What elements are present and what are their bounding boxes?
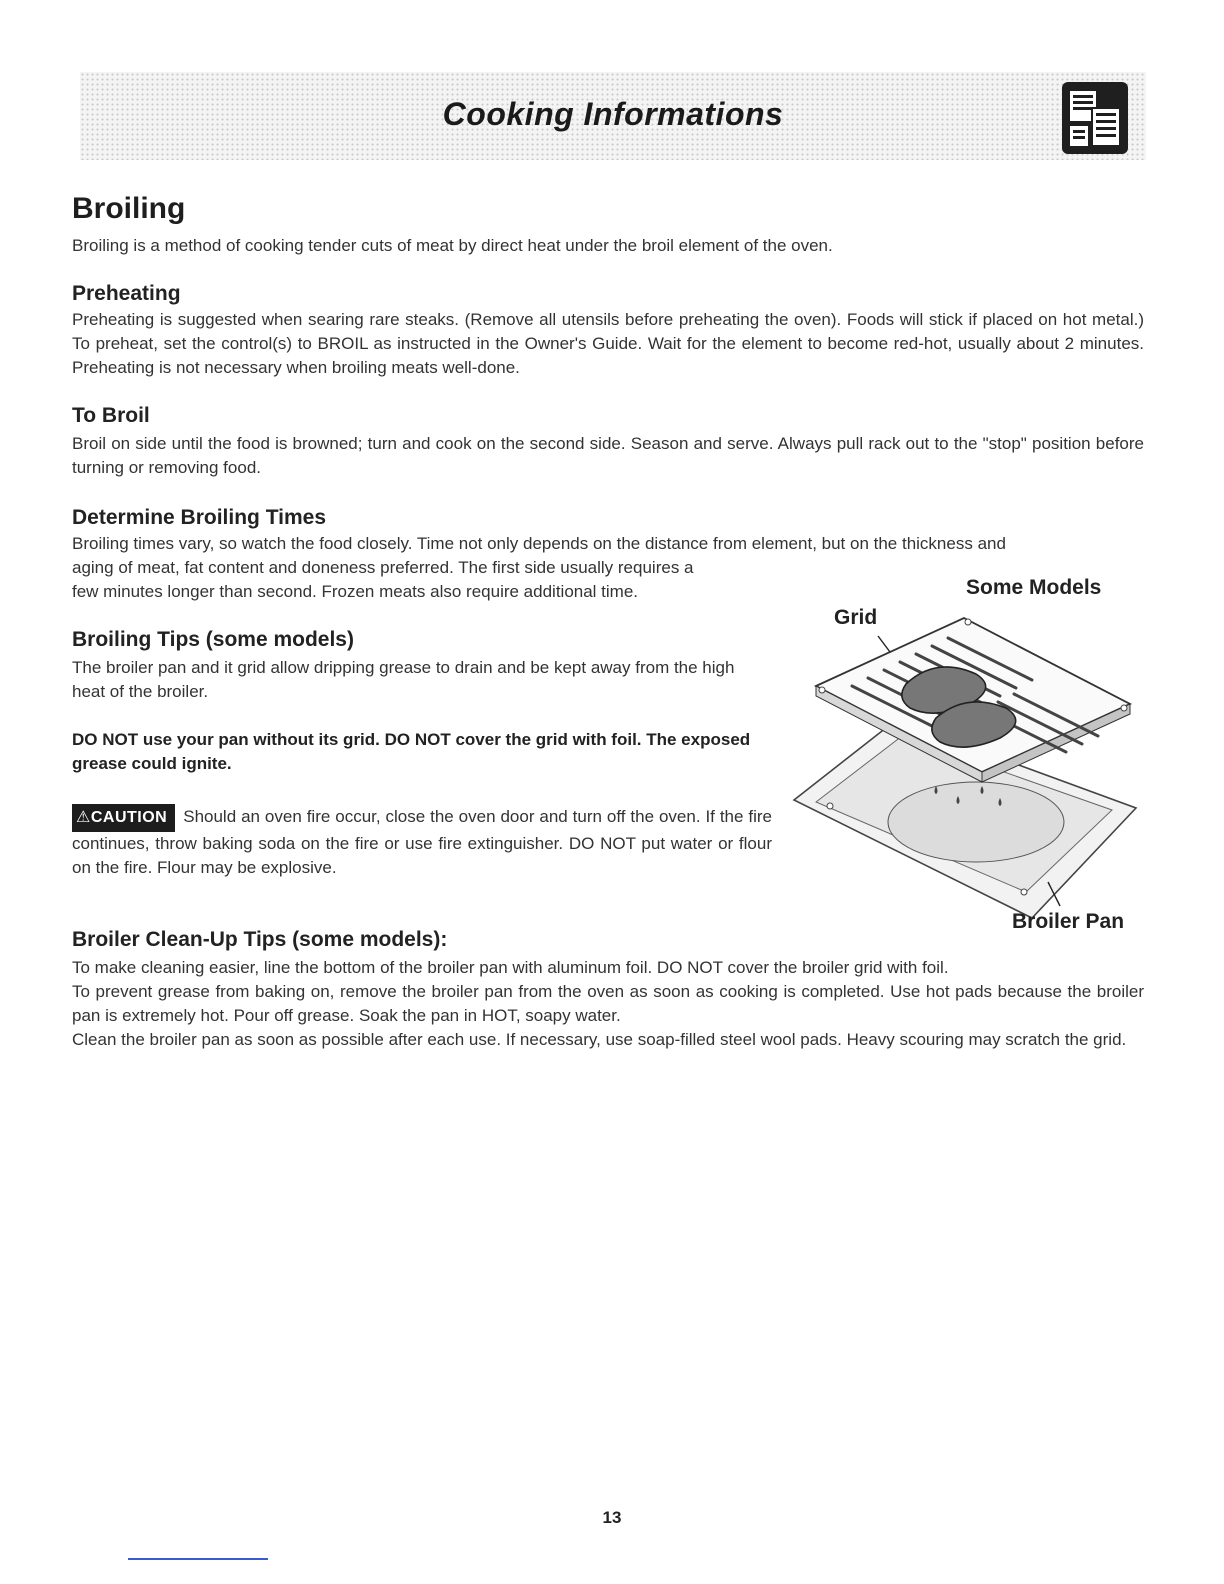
cleanup-text-3: Clean the broiler pan as soon as possible after each use. If necessary, use soap-filled steel wool pads. Heavy scouring may scratch the grid. — [72, 1030, 1127, 1049]
caution-badge-label: CAUTION — [90, 809, 168, 826]
pan-rivet — [827, 803, 833, 809]
banner-title: Cooking Informations — [442, 96, 784, 132]
preheating-text: Preheating is suggested when searing rare steaks. (Remove all utensils before preheating the oven). Foods will stick if placed on hot metal.) To preheat, set the control(s) to BROIL as instructed in the Owner's Guide. Wait for the element to become red-hot, usually about 2 minutes. Preheating is not necessary when broiling meats well-done. — [72, 310, 1144, 377]
caution-text: Should an oven fire occur, close the oven door and turn off the oven. If the fire continues, throw baking soda on the fire or use fire extinguisher. DO NOT put water or flour on the fire. Flour may be explosive. — [72, 807, 772, 877]
grid-label: Grid — [834, 606, 878, 629]
heading-cleanup-tips: Broiler Clean-Up Tips (some models): — [72, 928, 448, 951]
caution-badge — [72, 804, 175, 832]
grid-rivet — [965, 619, 971, 625]
cleanup-text-1: To make cleaning easier, line the bottom of the broiler pan with aluminum foil. DO NOT cover the broiler grid with foil. — [72, 958, 949, 977]
broiling-tips-text: The broiler pan and it grid allow dripping grease to drain and be kept away from the high heat of the broiler. — [72, 658, 735, 701]
determine-text-line1: Broiling times vary, so watch the food closely. Time not only depends on the distance from element, but on the thickness and — [72, 534, 1006, 553]
heading-determine-broiling-times: Determine Broiling Times — [72, 506, 327, 529]
pan-rivet — [1021, 889, 1027, 895]
heading-broiling-tips: Broiling Tips (some models) — [72, 628, 354, 651]
to-broil-text: Broil on side until the food is browned; turn and cook on the second side. Season and serve. Always pull rack out to the "stop" position before turning or removing food. — [72, 434, 1144, 477]
footer-rule — [128, 1558, 268, 1560]
determine-text-line2: aging of meat, fat content and doneness preferred. The first side usually requires a — [72, 558, 694, 577]
broiling-intro: Broiling is a method of cooking tender cuts of meat by direct heat under the broil element of the oven. — [72, 236, 833, 255]
grid-rivet — [1121, 705, 1127, 711]
grid-warning: DO NOT use your pan without its grid. DO NOT cover the grid with foil. The exposed grease could ignite. — [72, 730, 751, 773]
document-pages-icon — [1062, 82, 1128, 154]
figure-header: Some Models — [966, 576, 1102, 599]
pan-grease-pool — [888, 782, 1064, 862]
warning-triangle-icon: ⚠ — [76, 809, 91, 826]
caution-block — [72, 804, 772, 880]
grid-rivet — [819, 687, 825, 693]
heading-preheating: Preheating — [72, 282, 181, 305]
grid-leader-line — [878, 636, 890, 652]
cleanup-text-2: To prevent grease from baking on, remove the broiler pan from the oven as soon as cooking is completed. Use hot pads because the broiler pan is extremely hot. Pour off grease. Soak the pan in HOT, soapy water. — [72, 982, 1144, 1025]
broiler-pan-illustration — [786, 600, 1156, 920]
broiler-pan-label: Broiler Pan — [1012, 910, 1125, 933]
heading-to-broil: To Broil — [72, 404, 150, 427]
determine-text-line3: few minutes longer than second. Frozen meats also require additional time. — [72, 582, 639, 601]
section-title-broiling: Broiling — [72, 192, 186, 225]
section-banner — [80, 72, 1146, 160]
page-number: 13 — [602, 1508, 622, 1527]
